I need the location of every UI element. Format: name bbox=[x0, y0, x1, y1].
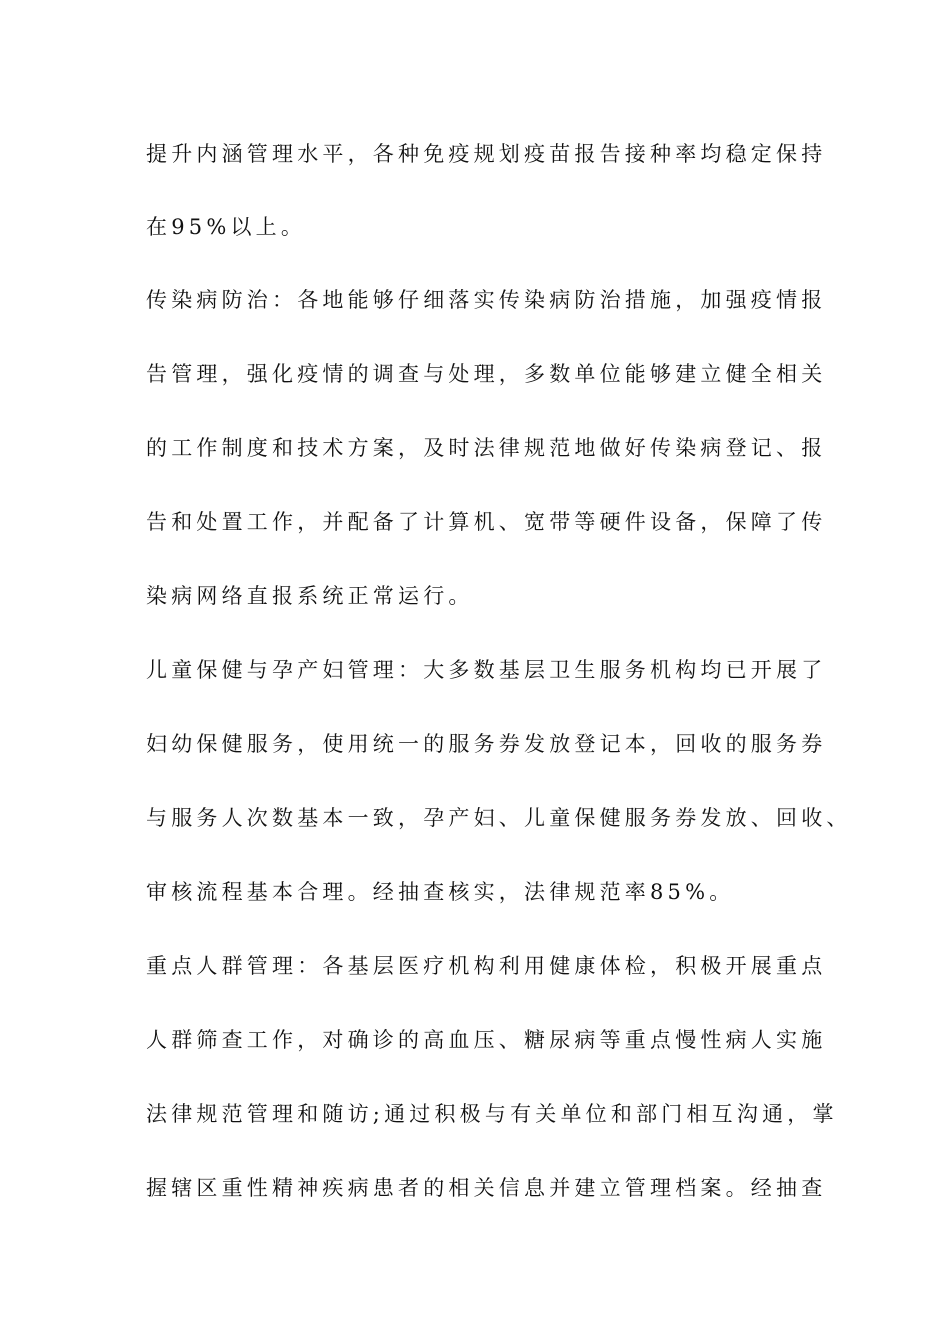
text-line: 握辖区重性精神疾病患者的相关信息并建立管理档案。经抽查 bbox=[146, 1176, 827, 1200]
text-line: 妇幼保健服务，使用统一的服务券发放登记本，回收的服务券 bbox=[146, 732, 827, 756]
text-line: 的工作制度和技术方案，及时法律规范地做好传染病登记、报 bbox=[146, 436, 827, 460]
text-line: 传染病防治：各地能够仔细落实传染病防治措施，加强疫情报 bbox=[146, 288, 827, 312]
text-line: 审核流程基本合理。经抽查核实，法律规范率85%。 bbox=[146, 880, 735, 904]
text-line: 在95%以上。 bbox=[146, 215, 307, 239]
text-line: 法律规范管理和随访;通过积极与有关单位和部门相互沟通，掌 bbox=[146, 1102, 838, 1126]
text-line: 告管理，强化疫情的调查与处理，多数单位能够建立健全相关 bbox=[146, 362, 827, 386]
text-line: 与服务人次数基本一致，孕产妇、儿童保健服务券发放、回收、 bbox=[146, 806, 852, 830]
text-line: 儿童保健与孕产妇管理：大多数基层卫生服务机构均已开展了 bbox=[146, 658, 827, 682]
text-line: 重点人群管理：各基层医疗机构利用健康体检，积极开展重点 bbox=[146, 954, 827, 978]
text-line: 提升内涵管理水平，各种免疫规划疫苗报告接种率均稳定保持 bbox=[146, 142, 827, 166]
text-line: 人群筛查工作，对确诊的高血压、糖尿病等重点慢性病人实施 bbox=[146, 1028, 827, 1052]
text-line: 染病网络直报系统正常运行。 bbox=[146, 584, 474, 608]
text-line: 告和处置工作，并配备了计算机、宽带等硬件设备，保障了传 bbox=[146, 510, 827, 534]
